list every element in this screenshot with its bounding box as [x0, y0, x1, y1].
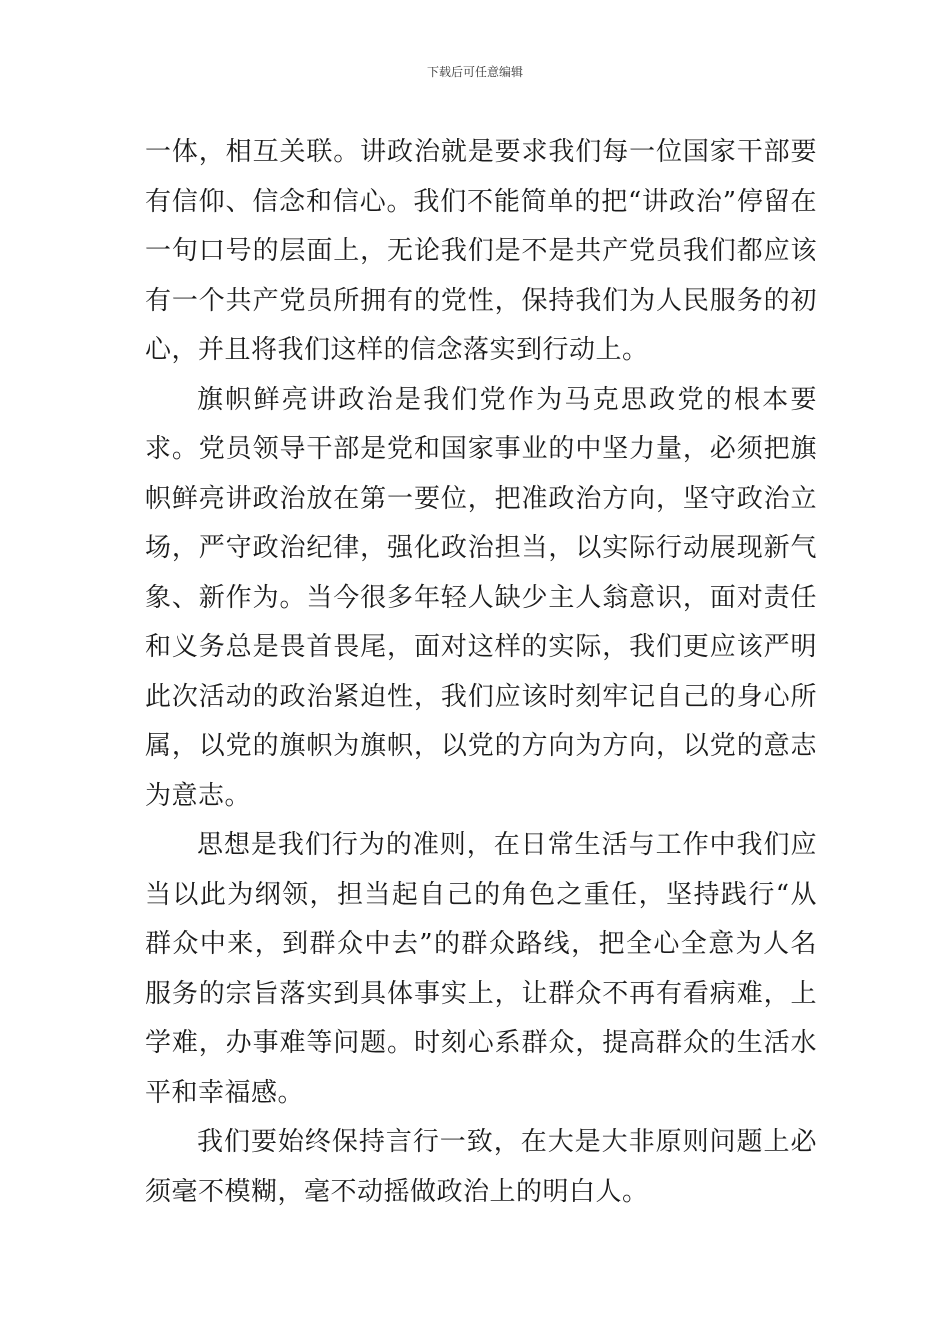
paragraph: 一体，相互关联。讲政治就是要求我们每一位国家干部要有信仰、信念和信心。我们不能简单的把“讲政治”停留在一句口号的层面上，无论我们是不是共产党员我们都应该有一个共产党员所拥有的党性，保持我们为人民服务的初心，并且将我们这样的信念落实到行动上。 [145, 137, 817, 365]
document-body [145, 128, 817, 1217]
paragraph: 旗帜鲜亮讲政治是我们党作为马克思政党的根本要求。党员领导干部是党和国家事业的中坚力量，必须把旗帜鲜亮讲政治放在第一要位，把准政治方向，坚守政治立场，严守政治纪律，强化政治担当，以实际行动展现新气象、新作为。当今很多年轻人缺少主人翁意识，面对责任和义务总是畏首畏尾，面对这样的实际，我们更应该严明此次活动的政治紧迫性，我们应该时刻牢记自己的身心所属，以党的旗帜为旗帜，以党的方向为方向，以党的意志为意志。 [145, 384, 817, 811]
paragraph: 我们要始终保持言行一致，在大是大非原则问题上必须毫不模糊，毫不动摇做政治上的明白人。 [145, 1127, 817, 1207]
paragraph: 思想是我们行为的准则，在日常生活与工作中我们应当以此为纲领，担当起自己的角色之重任，坚持践行“从群众中来，到群众中去”的群众路线，把全心全意为人名服务的宗旨落实到具体事实上，让群众不再有看病难，上学难，办事难等问题。时刻心系群众，提高群众的生活水平和幸福感。 [145, 830, 817, 1108]
page-header: 下载后可任意编辑 [426, 65, 523, 79]
